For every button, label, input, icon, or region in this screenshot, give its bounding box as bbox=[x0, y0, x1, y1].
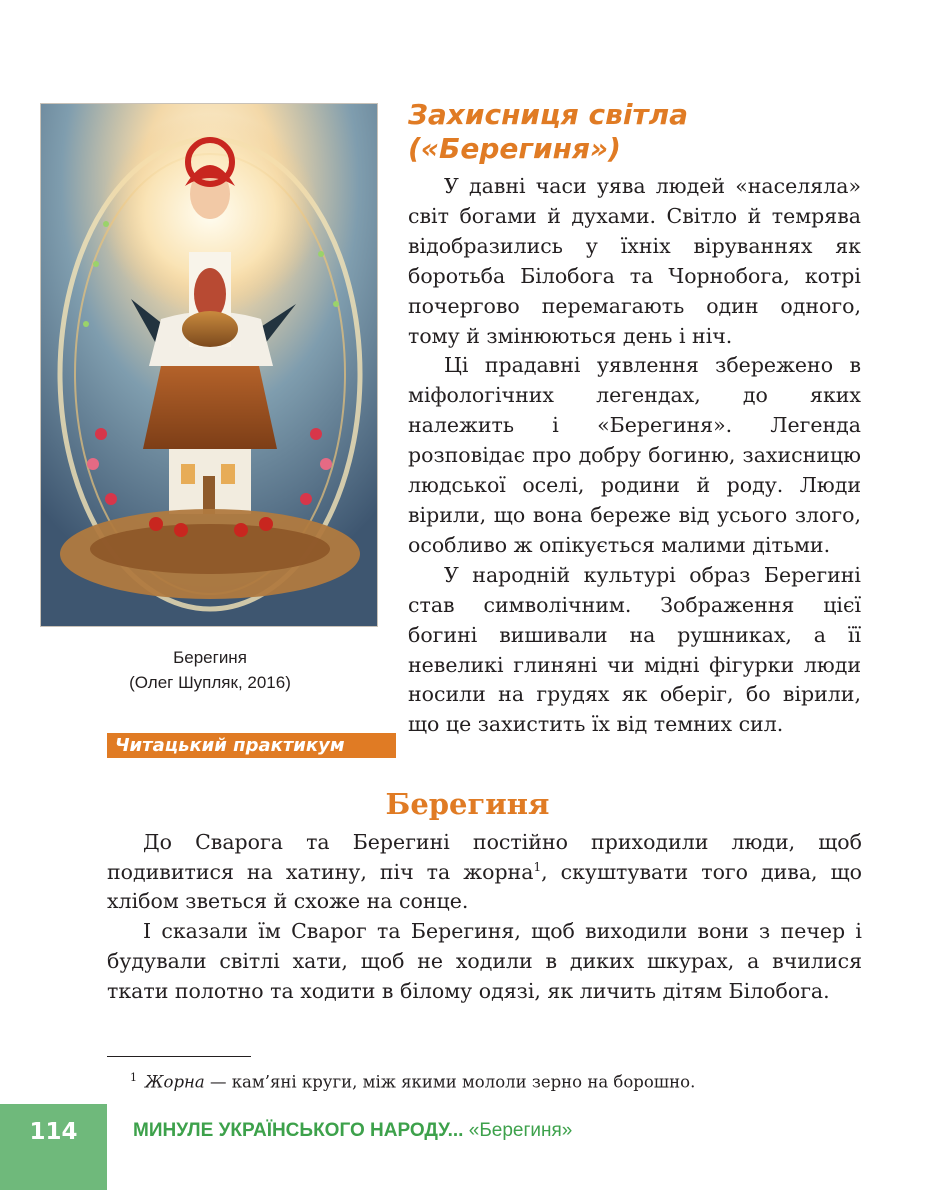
running-head bbox=[133, 1117, 572, 1145]
article-body bbox=[408, 172, 861, 740]
footnote-number: 1 bbox=[130, 1071, 137, 1084]
article-paragraph: У народній культурі образ Берегині став символічним. Зображення цієї богині вишивали на рушниках, а її невеликі глиняні чи мідні фігурки люди носили на грудях як оберіг, бо вірили, що це захистить їх від темних сил. bbox=[408, 562, 861, 737]
painting-caption bbox=[110, 645, 310, 695]
article-title-line1: Захисниця світла bbox=[408, 98, 689, 131]
story-body bbox=[107, 828, 862, 1006]
story-paragraph bbox=[107, 828, 862, 917]
footnote-divider bbox=[107, 1056, 251, 1057]
painting-illustration bbox=[41, 104, 378, 627]
story-p1-text: До Сварога та Берегині постійно приходили люди, щоб подивитися на хатину, піч та жорна bbox=[107, 830, 862, 884]
reading-practicum-banner: Читацький практикум bbox=[107, 733, 396, 758]
article-paragraph: У давні часи уява людей «населяла» світ богами й духами. Світло й темрява відобразились у їхніх віруваннях як боротьба Білобога та Чорнобога, котрі почергово перемагають один одного, тому й змінюються день і ніч. bbox=[408, 174, 861, 348]
article-title-line2: («Берегиня») bbox=[408, 132, 621, 165]
footnote-text: — кам’яні круги, між якими мололи зерно на борошно. bbox=[204, 1072, 696, 1092]
berehynia-painting bbox=[40, 103, 378, 627]
article-title bbox=[408, 98, 888, 166]
caption-title: Берегиня bbox=[173, 648, 247, 667]
footnote bbox=[130, 1066, 850, 1095]
running-head-work: «Берегиня» bbox=[468, 1120, 573, 1141]
page-number: 114 bbox=[0, 1104, 107, 1190]
footnote-term: Жорна bbox=[145, 1072, 205, 1092]
caption-credit: (Олег Шупляк, 2016) bbox=[129, 673, 291, 692]
running-head-section: МИНУЛЕ УКРАЇНСЬКОГО НАРОДУ... bbox=[133, 1120, 464, 1141]
story-title: Берегиня bbox=[385, 787, 550, 821]
footnote-ref[interactable]: 1 bbox=[533, 859, 542, 874]
article-paragraph: Ці прадавні уявлення збережено в міфологічних легендах, до яких належить і «Берегиня». Легенда розповідає про добру богиню, захисницю людської оселі, родини й роду. Люди вірили, що вона береже від усього злого, особливо ж опікується малими дітьми. bbox=[408, 353, 861, 557]
story-p1-cont: , скуштувати того дива, що хлібом зветься й схоже на сонце. bbox=[107, 859, 862, 914]
story-paragraph: І сказали їм Сварог та Берегиня, щоб виходили вони з печер і будували світлі хати, щоб не ходили в диких шкурах, а вчилися ткати полотно та ходити в білому одязі, як личить дітям Білобога. bbox=[107, 919, 862, 1003]
